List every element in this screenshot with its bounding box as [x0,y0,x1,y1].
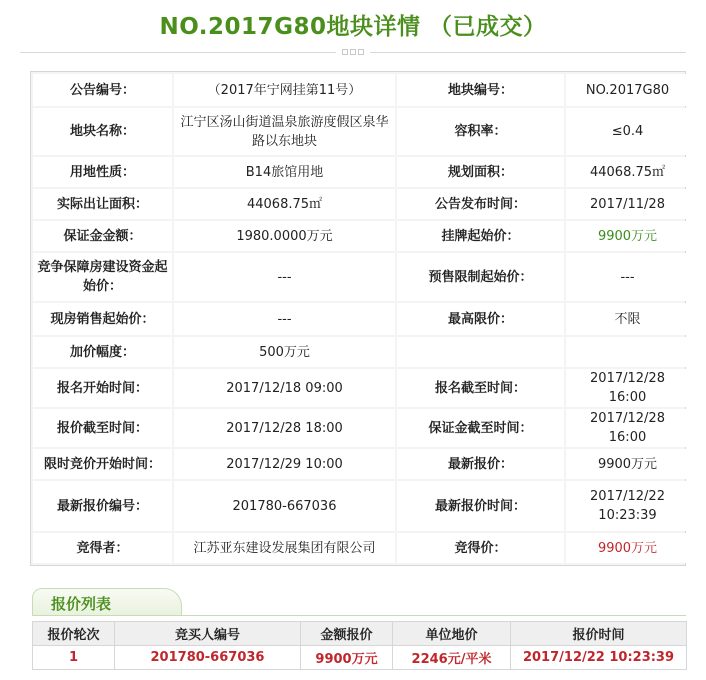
tab-bid-list[interactable]: 报价列表 [32,588,182,616]
value-presale-price: --- [566,253,689,301]
detail-row [33,449,689,479]
table-header-row [33,622,687,646]
cell-bidder-no: 201780-667036 [115,646,301,670]
value-plot-ratio: ≤0.4 [566,108,689,155]
column-header-bidder-no: 竞买人编号 [115,622,301,646]
value-starting-price: 9900万元 [566,221,689,251]
label-housing-fund-price: 竞争保障房建设资金起始价： [33,253,172,301]
label-spot-sale-price: 现房销售起始价： [33,303,172,335]
value-registration-end: 2017/12/28 16:00 [566,369,689,407]
label-land-use: 用地性质： [33,157,172,187]
cell-round: 1 [33,646,115,670]
detail-row [33,221,689,251]
label-max-price: 最高限价： [397,303,564,335]
label-bid-deadline: 报价截至时间： [33,409,172,447]
value-housing-fund-price: --- [174,253,395,301]
detail-row [33,157,689,187]
label-announcement-no: 公告编号： [33,74,172,106]
detail-row [33,253,689,301]
label-increment: 加价幅度： [33,337,172,367]
empty-cell [397,337,564,367]
value-max-price: 不限 [566,303,689,335]
label-registration-start: 报名开始时间： [33,369,172,407]
detail-row [33,303,689,335]
title-divider [20,46,686,58]
value-land-use: B14旅馆用地 [174,157,395,187]
value-timed-bid-start: 2017/12/29 10:00 [174,449,395,479]
detail-row [33,481,689,531]
value-parcel-name: 江宁区汤山街道温泉旅游度假区泉华路以东地块 [174,108,395,155]
value-latest-bid: 9900万元 [566,449,689,479]
detail-row [33,533,689,563]
label-parcel-no: 地块编号： [397,74,564,106]
label-plot-ratio: 容积率： [397,108,564,155]
detail-row [33,409,689,447]
label-actual-area: 实际出让面积： [33,189,172,219]
empty-cell [566,337,689,367]
value-announcement-no: （2017年宁网挂第11号） [174,74,395,106]
bid-list-table [32,621,687,670]
label-winner: 竞得者： [33,533,172,563]
label-registration-end: 报名截至时间： [397,369,564,407]
value-publish-date: 2017/11/28 [566,189,689,219]
detail-row [33,189,689,219]
label-planned-area: 规划面积： [397,157,564,187]
label-presale-price: 预售限制起始价： [397,253,564,301]
value-parcel-no: NO.2017G80 [566,74,689,106]
value-latest-bid-no: 201780-667036 [174,481,395,531]
column-header-round: 报价轮次 [33,622,115,646]
label-winning-price: 竞得价： [397,533,564,563]
value-bid-deadline: 2017/12/28 18:00 [174,409,395,447]
value-spot-sale-price: --- [174,303,395,335]
detail-row [33,74,689,106]
label-deposit: 保证金金额： [33,221,172,251]
label-latest-bid-no: 最新报价编号： [33,481,172,531]
label-latest-bid-time: 最新报价时间： [397,481,564,531]
label-publish-date: 公告发布时间： [397,189,564,219]
cell-bid-time: 2017/12/22 10:23:39 [511,646,687,670]
value-actual-area: 44068.75㎡ [174,189,395,219]
label-deposit-deadline: 保证金截至时间： [397,409,564,447]
table-row [33,646,687,670]
detail-row [33,337,689,367]
label-timed-bid-start: 限时竞价开始时间： [33,449,172,479]
label-starting-price: 挂牌起始价： [397,221,564,251]
tab-underline [32,615,686,616]
cell-amount: 9900万元 [301,646,393,670]
value-increment: 500万元 [174,337,395,367]
value-deposit-deadline: 2017/12/28 16:00 [566,409,689,447]
value-deposit: 1980.0000万元 [174,221,395,251]
value-planned-area: 44068.75㎡ [566,157,689,187]
cell-unit-price: 2246元/平米 [393,646,511,670]
label-parcel-name: 地块名称： [33,108,172,155]
detail-row [33,108,689,155]
parcel-detail-table [30,71,686,566]
value-winning-price: 9900万元 [566,533,689,563]
value-latest-bid-time: 2017/12/22 10:23:39 [566,481,689,531]
label-latest-bid: 最新报价： [397,449,564,479]
column-header-amount: 金额报价 [301,622,393,646]
column-header-unit-price: 单位地价 [393,622,511,646]
column-header-bid-time: 报价时间 [511,622,687,646]
detail-row [33,369,689,407]
value-registration-start: 2017/12/18 09:00 [174,369,395,407]
value-winner: 江苏亚东建设发展集团有限公司 [174,533,395,563]
page-title: NO.2017G80地块详情 （已成交） [159,14,547,40]
